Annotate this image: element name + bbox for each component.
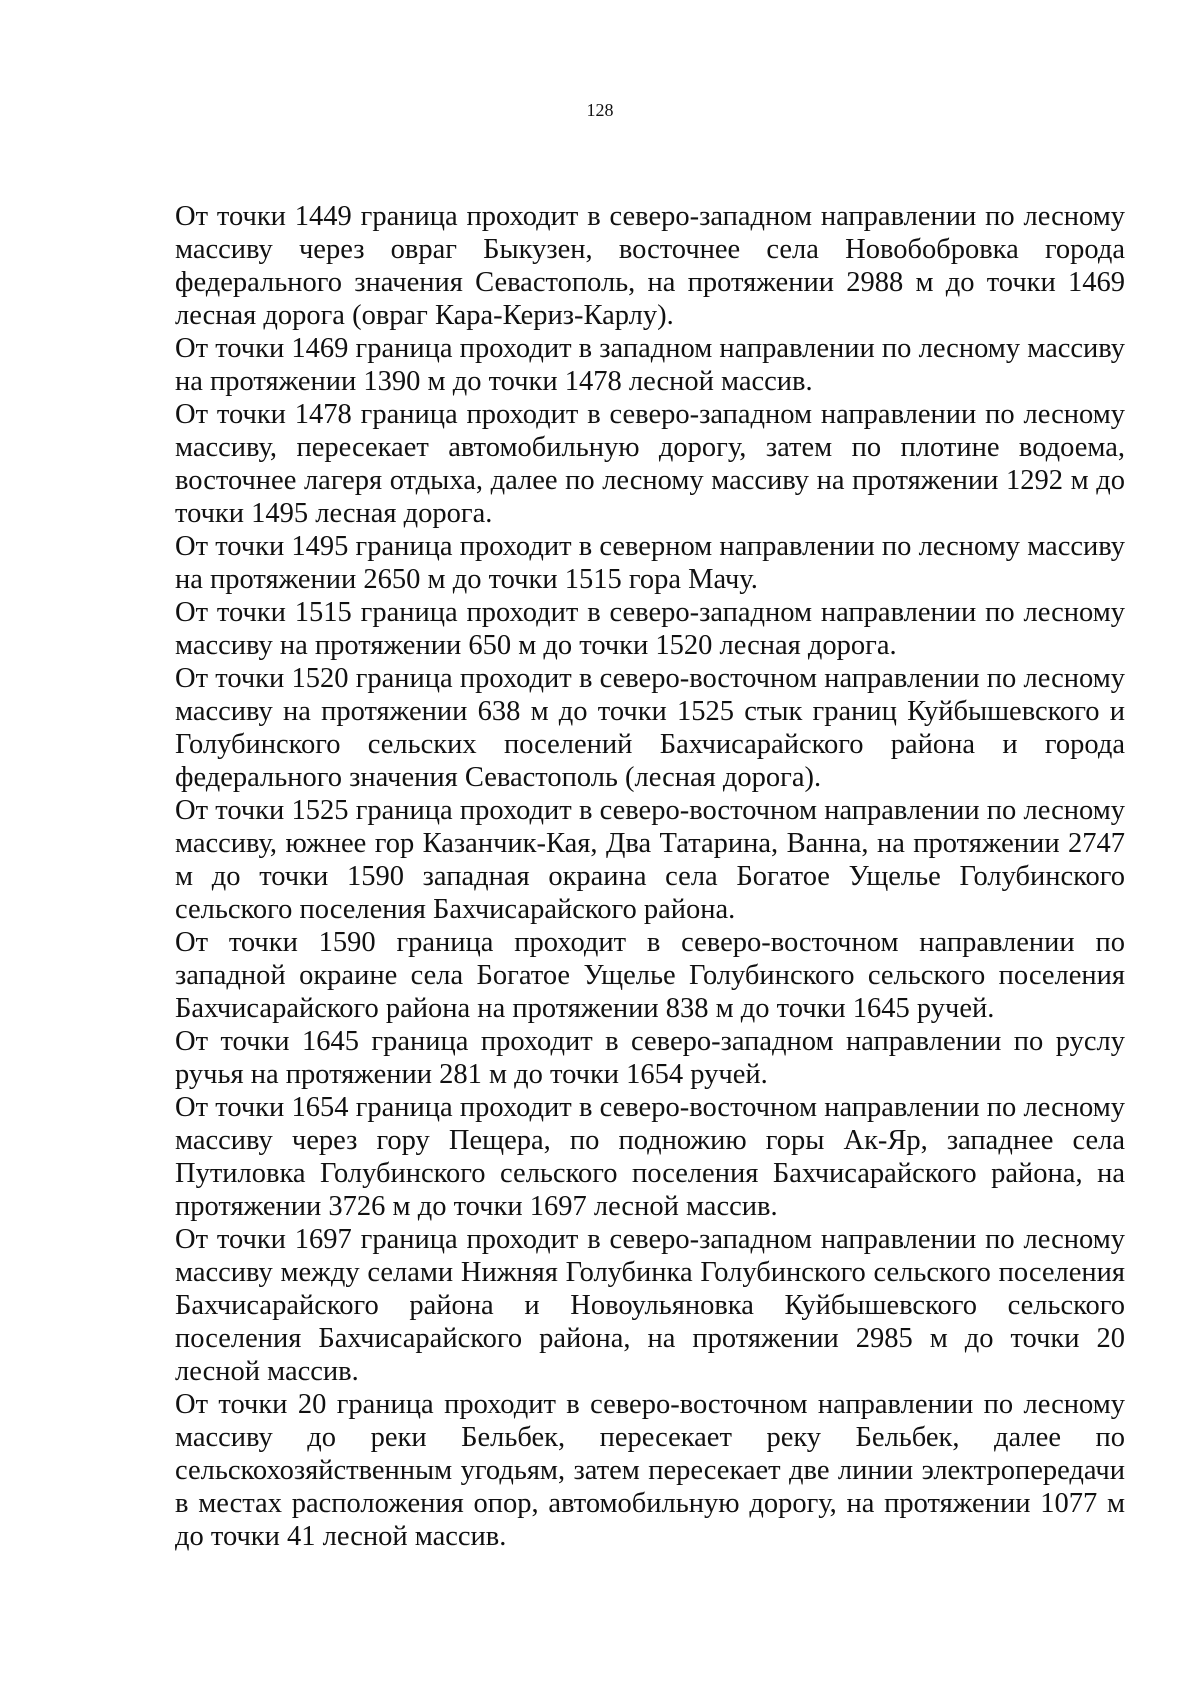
paragraph: От точки 1590 граница проходит в северо-восточном направлении по западной окраине села Богатое Ущелье Голубинского сельского поселения Бахчисарайского района на протяжении 838 м до точки 1645 ручей. <box>175 927 1125 1024</box>
paragraph: От точки 1520 граница проходит в северо-восточном направлении по лесному массиву на протяжении 638 м до точки 1525 стык границ Куйбышевского и Голубинского сельских поселений Бахчисарайского района и города федерального значения Севастополь (лесная дорога). <box>175 663 1125 793</box>
paragraph: От точки 20 граница проходит в северо-восточном направлении по лесному массиву до реки Бельбек, пересекает реку Бельбек, далее по сельскохозяйственным угодьям, затем пересекает две линии электропередачи в местах расположения опор, автомобильную дорогу, на протяжении 1077 м до точки 41 лесной массив. <box>175 1389 1125 1552</box>
paragraph: От точки 1525 граница проходит в северо-восточном направлении по лесному массиву, южнее гор Казанчик-Кая, Два Татарина, Ванна, на протяжении 2747 м до точки 1590 западная окраина села Богатое Ущелье Голубинского сельского поселения Бахчисарайского района. <box>175 795 1125 925</box>
document-body <box>175 200 1125 1553</box>
paragraph: От точки 1495 граница проходит в северном направлении по лесному массиву на протяжении 2650 м до точки 1515 гора Мачу. <box>175 531 1125 595</box>
paragraph: От точки 1478 граница проходит в северо-западном направлении по лесному массиву, пересекает автомобильную дорогу, затем по плотине водоема, восточнее лагеря отдыха, далее по лесному массиву на протяжении 1292 м до точки 1495 лесная дорога. <box>175 399 1125 529</box>
paragraph: От точки 1469 граница проходит в западном направлении по лесному массиву на протяжении 1390 м до точки 1478 лесной массив. <box>175 333 1125 397</box>
page-number: 128 <box>586 100 614 120</box>
paragraph: От точки 1449 граница проходит в северо-западном направлении по лесному массиву через овраг Быкузен, восточнее села Новобобровка города федерального значения Севастополь, на протяжении 2988 м до точки 1469 лесная дорога (овраг Кара-Кериз-Карлу). <box>175 201 1125 331</box>
paragraph: От точки 1697 граница проходит в северо-западном направлении по лесному массиву между селами Нижняя Голубинка Голубинского сельского поселения Бахчисарайского района и Новоульяновка Куйбышевского сельского поселения Бахчисарайского района, на протяжении 2985 м до точки 20 лесной массив. <box>175 1224 1125 1387</box>
paragraph: От точки 1515 граница проходит в северо-западном направлении по лесному массиву на протяжении 650 м до точки 1520 лесная дорога. <box>175 597 1125 661</box>
paragraph: От точки 1645 граница проходит в северо-западном направлении по руслу ручья на протяжении 281 м до точки 1654 ручей. <box>175 1026 1125 1090</box>
paragraph: От точки 1654 граница проходит в северо-восточном направлении по лесному массиву через гору Пещера, по подножию горы Ак-Яр, западнее села Путиловка Голубинского сельского поселения Бахчисарайского района, на протяжении 3726 м до точки 1697 лесной массив. <box>175 1092 1125 1222</box>
